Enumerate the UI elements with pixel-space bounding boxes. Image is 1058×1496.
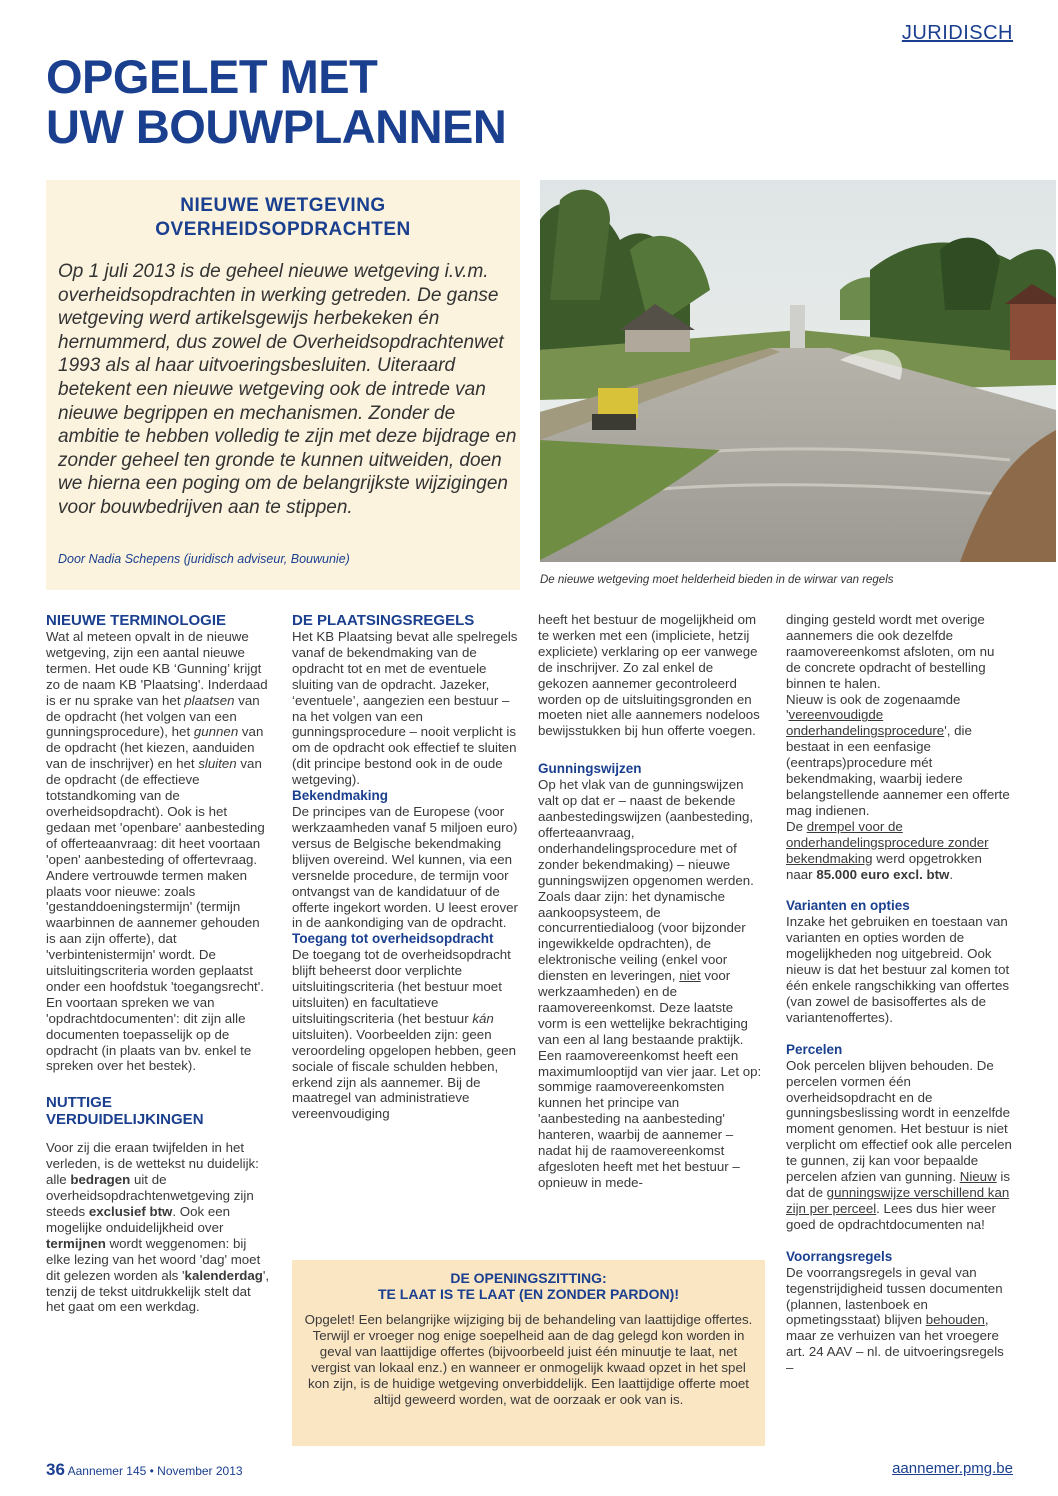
gunningswijzen-paragraph: Op het vlak van de gunningswijzen valt op dat er – naast de bekende aanbestedingswijzen (aanbesteding, offerteaanvraag, onderhandelingsprocedure met of zonder bekendmaking) – nieuwe gunningswijzen opgenomen werden. Zoals daar zijn: het dynamische aankoopsysteem, de concurrentiedialoog (voor bijzonder ingewikkelde opdrachten), de elektronische veiling (enkel voor diensten en leveringen, niet voor werkzaamheden) en de raamovereenkomst. Deze laatste vorm is een wettelijke bekrachtiging van een al lang bestaande praktijk. Een raamovereenkomst heeft een maximumlooptijd van vier jaar. Let op: sommige raamovereenkomsten kunnen het principe van 'aanbesteding na aanbesteding' hanteren, waarbij de aannemer – nadat hij de raamovereenkomst afgesloten heeft met het bestuur – opnieuw in mede-	[538, 777, 762, 1190]
percelen-paragraph: Ook percelen blijven behouden. De percelen vormen één overheidsopdracht en de gunningsbeslissing wordt in eenzelfde moment genomen. Het bestuur is niet verplicht om effectief ook alle percelen te gunnen, zij kan voor bepaalde percelen afzien van gunning. Nieuw is dat de gunningswijze verschillend kan zijn per perceel. Lees dus hier weer goed de opdrachtdocumenten na!	[786, 1057, 1012, 1232]
intro-heading	[46, 194, 520, 242]
bekendmaking-paragraph: De principes van de Europese (voor werkzaamheden vanaf 5 miljoen euro) versus de Belgische bekendmaking blijven overeind. Wel kunnen, via een versnelde procedure, de termijn voor ontvangst van de kandidatuur of de offerte ingekort worden. U leest erover in de aankondiging van de opdracht.	[292, 804, 518, 931]
terminologie-paragraph: Wat al meteen opvalt in de nieuwe wetgeving, zijn een aantal nieuwe termen. Het oude KB ‘Gunning’ krijgt zo de naam KB 'Plaatsing'. Inderdaad is er nu sprake van het plaatsen van de opdracht (het volgen van een gunningsprocedure), het gunnen van de opdracht (het kiezen, aanduiden van de inschrijver) en het sluiten van de opdracht (de effectieve totstandkoming van de overheidsopdracht). Ook is het gedaan met 'openbare' aanbesteding of offerteaanvraag: dit heet voortaan 'open' aanbesteding of offertevraag. Andere vertrouwde termen maken plaats voor nieuwe: zoals 'gestanddoeningstermijn' (termijn waarbinnen de aannemer gehouden is aan zijn offerte), dat 'verbintenistermijn' wordt. De uitsluitingscriteria worden geplaatst onder een hoofdstuk 'toegangsrecht'. En voortaan spreken we van 'opdrachtdocumenten': dit zijn alle documenten toepasselijk op de opdracht (in plaats van bv. enkel te spreken over het bestek).	[46, 629, 268, 1074]
title-line-1: OPGELET MET	[46, 50, 378, 103]
column-4	[786, 612, 1012, 1376]
callout-title-line-1: DE OPENINGSZITTING:	[450, 1270, 607, 1286]
heading-gunningswijzen: Gunningswijzen	[538, 761, 642, 777]
heading-plaatsingsregels: DE PLAATSINGSREGELS	[292, 612, 475, 629]
heading-varianten: Varianten en opties	[786, 898, 910, 914]
heading-nuttige-verduidelijkingen: NUTTIGE VERDUIDELIJKINGEN	[46, 1094, 204, 1129]
heading-percelen: Percelen	[786, 1041, 843, 1057]
column-2	[292, 612, 518, 1122]
plaatsingsregels-paragraph: Het KB Plaatsing bevat alle spelregels vanaf de bekendmaking van de opdracht tot en met de eventuele sluiting van de opdracht. Jazeker, ‘eventuele’, aangezien een bestuur – na het volgen van een gunningsprocedure – nooit verplicht is om de opdracht ook effectief te sluiten (dit principe bestond ook in de oude wetgeving).	[292, 629, 518, 788]
footer-issue	[46, 1460, 243, 1480]
title-line-2: UW BOUWPLANNEN	[46, 100, 507, 153]
drempel-paragraph: De drempel voor de onderhandelingsprocedure zonder bekendmaking werd opgetrokken naar 85.000 euro excl. btw.	[786, 818, 989, 882]
voorrangsregels-paragraph: De voorrangsregels in geval van tegenstrijdigheid tussen documenten (plannen, lastenboek en opmetingsstaat) blijven behouden, maar ze verhuizen van het vroegere art. 24 AAV – nl. de uitvoeringsregels –	[786, 1264, 1004, 1376]
footer-website-link[interactable]: aannemer.pmg.be	[892, 1460, 1013, 1477]
page-number: 36	[46, 1460, 65, 1479]
openingszitting-callout	[292, 1260, 765, 1446]
article-title	[46, 52, 506, 152]
mededinging-paragraph: dinging gesteld wordt met overige aannemers die ook dezelfde raamovereenkomst afsloten, om nu de concrete opdracht of bestelling binnen te halen.	[786, 612, 995, 691]
callout-title	[292, 1270, 765, 1302]
column-3	[538, 612, 764, 1191]
issue-label: Aannemer 145 • November 2013	[67, 1464, 243, 1478]
photo-caption: De nieuwe wetgeving moet helderheid bieden in de wirwar van regels	[540, 574, 894, 586]
varianten-paragraph: Inzake het gebruiken en toestaan van varianten en opties worden de mogelijkheden nog uitgebreid. Ook nieuw is dat het bestuur zal komen tot één enkele rangschikking van offertes (van zowel de basisoffertes als de variantenoffertes).	[786, 914, 1010, 1025]
intro-box	[46, 180, 520, 590]
heading-voorrangsregels: Voorrangsregels	[786, 1248, 893, 1264]
verduidelijkingen-paragraph: Voor zij die eraan twijfelden in het verleden, is de wettekst nu duidelijk: alle bedragen uit de overheidsopdrachtenwetgeving zijn steeds exclusief btw. Ook een mogelijke onduidelijkheid over termijnen wordt weggenomen: bij elke lezing van het woord 'dag' moet dit gelezen worden als 'kalenderdag', tenzij de tekst uitdrukkelijk stelt dat het gaat om een werkdag.	[46, 1140, 270, 1315]
toegang-paragraph: De toegang tot de overheidsopdracht blijft beheerst door verplichte uitsluitingscriteria (het bestuur moet uitsluiten) en facultatieve uitsluitingscriteria (het bestuur kán uitsluiten). Voorbeelden zijn: geen veroordeling opgelopen hebben, geen sociale of fiscale schulden hebben, erkend zijn als aannemer. Bij de maatregel van administratieve vereenvoudiging	[292, 947, 517, 1122]
road-construction-photo	[540, 180, 1056, 562]
lead-paragraph: Op 1 juli 2013 is de geheel nieuwe wetgeving i.v.m. overheidsopdrachten in werking getreden. De ganse wetgeving werd artikelsgewijs herbekeken én hernummerd, dus zowel de Overheidsopdrachtenwet 1993 als al haar uitvoeringsbesluiten. Uiteraard betekent een nieuwe wetgeving ook de intrede van nieuwe begrippen en mechanismen. Zonder de ambitie te hebben volledig te zijn met deze bijdrage en zonder geheel ten gronde te kunnen uitweiden, doen we hierna een poging om de belangrijkste wijzigingen voor bouwbedrijven aan te stippen.	[58, 261, 517, 518]
vereenvoudigde-procedure-paragraph: Nieuw is ook de zogenaamde 'vereenvoudigde onderhandelingsprocedure', die bestaat in een eenfasige (eentraps)procedure mét bekendmaking, waarbij iedere belangstellende aannemer een offerte mag indienen.	[786, 691, 1010, 818]
intro-heading-line-1: NIEUWE WETGEVING	[180, 195, 386, 216]
callout-title-line-2: TE LAAT IS TE LAAT (EN ZONDER PARDON)!	[378, 1286, 679, 1302]
heading-toegang: Toegang tot overheidsopdracht	[292, 931, 494, 947]
heading-nieuwe-terminologie: NIEUWE TERMINOLOGIE	[46, 612, 226, 629]
callout-body: Opgelet! Een belangrijke wijziging bij de behandeling van laattijdige offertes. Terwijl er vroeger nog enige soepelheid aan de dag gelegd kon worden in geval van laattijdige offertes (bijvoorbeeld juist één minuutje te laat, net vergist van lokaal enz.) en wanneer er onmogelijk kwaad opzet in het spel kon zijn, is de huidige wetgeving onverbiddelijk. Een laattijdige offerte moet altijd geweerd worden, wat de oorzaak er ook van is.	[304, 1312, 753, 1407]
intro-heading-line-2: OVERHEIDSOPDRACHTEN	[155, 219, 411, 240]
heading-bekendmaking: Bekendmaking	[292, 788, 389, 804]
section-tag: JURIDISCH	[901, 22, 1013, 44]
verklaring-paragraph: heeft het bestuur de mogelijkheid om te werken met een (impliciete, hetzij expliciete) verklaring op eer vanwege de inschrijver. Zo zal enkel de gekozen aannemer gecontroleerd worden op de uitsluitingsgronden en moeten niet alle aannemers nodeloos bewijsstukken bij hun offerte voegen.	[538, 612, 760, 739]
byline: Door Nadia Schepens (juridisch adviseur, Bouwunie)	[58, 552, 350, 566]
column-1	[46, 612, 272, 1315]
